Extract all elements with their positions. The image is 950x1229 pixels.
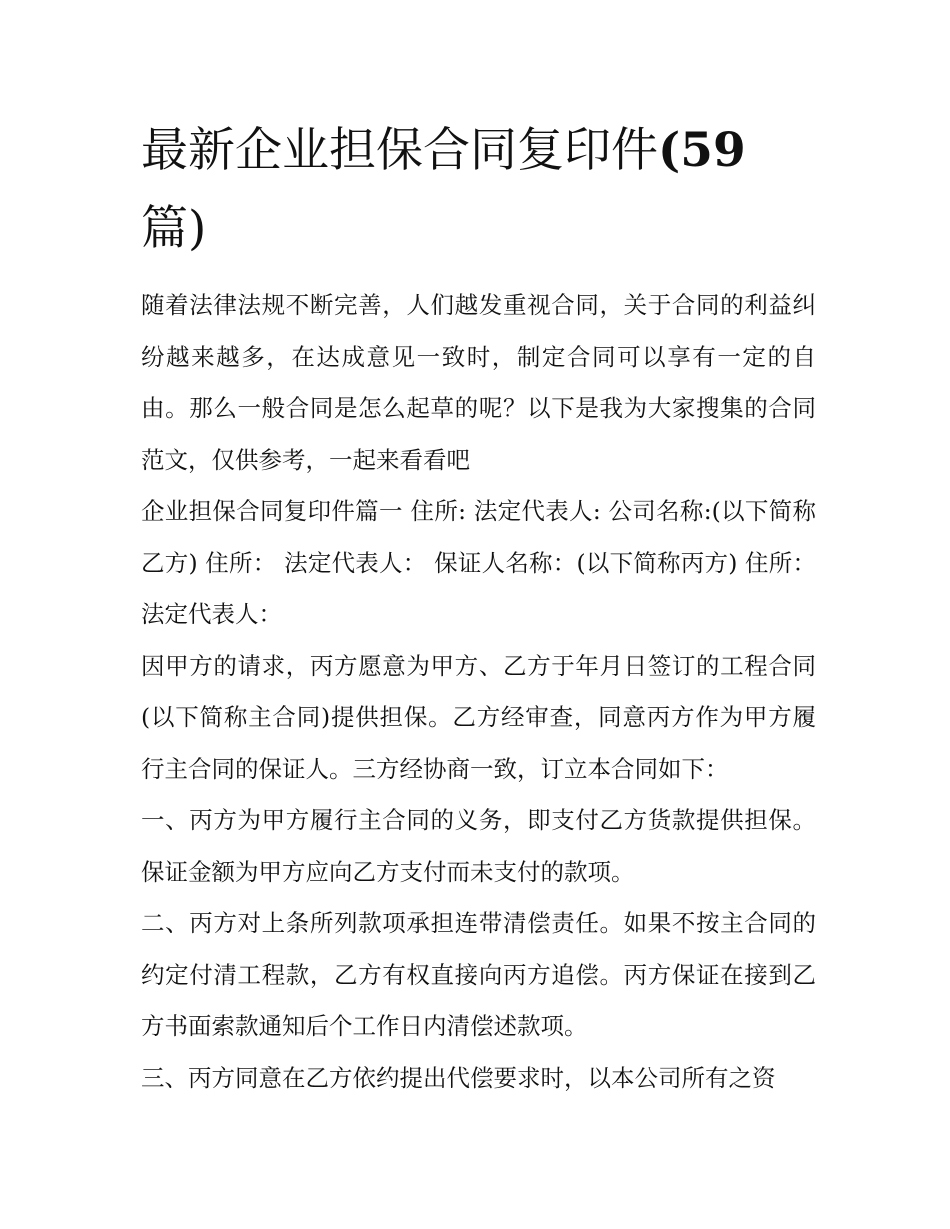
parties-paragraph: 企业担保合同复印件篇一 住所: 法定代表人: 公司名称:(以下简称乙方) 住所： 法定代表人： 保证人名称：(以下简称丙方) 住所： 法定代表人： bbox=[141, 497, 816, 628]
document-title bbox=[141, 112, 816, 268]
document-content bbox=[141, 112, 816, 1104]
clause-1-paragraph: 一、丙方为甲方履行主合同的义务，即支付乙方货款提供担保。保证金额为甲方应向乙方支付而未支付的款项。 bbox=[141, 806, 816, 886]
title-open-paren: ( bbox=[658, 123, 681, 178]
title-end: 篇) bbox=[141, 201, 207, 256]
intro-paragraph: 随着法律法规不断完善，人们越发重视合同，关于合同的利益纠纷越来越多，在达成意见一致时，制定合同可以享有一定的自由。那么一般合同是怎么起草的呢？以下是我为大家搜集的合同范文，仅供参考，一起来看看吧 bbox=[141, 291, 816, 474]
document-body bbox=[141, 280, 816, 1104]
title-text: 最新企业担保合同复印件 bbox=[141, 123, 658, 178]
preamble-paragraph: 因甲方的请求，丙方愿意为甲方、乙方于年月日签订的工程合同(以下简称主合同)提供担保。乙方经审查，同意丙方作为甲方履行主合同的保证人。三方经协商一致，订立本合同如下： bbox=[141, 651, 816, 783]
clause-2-paragraph: 二、丙方对上条所列款项承担连带清偿责任。如果不按主合同的约定付清工程款，乙方有权直接向丙方追偿。丙方保证在接到乙方书面索款通知后个工作日内清偿述款项。 bbox=[141, 909, 816, 1040]
title-count: 59 bbox=[680, 123, 746, 178]
clause-3-paragraph: 三、丙方同意在乙方依约提出代偿要求时，以本公司所有之资 bbox=[141, 1063, 776, 1092]
